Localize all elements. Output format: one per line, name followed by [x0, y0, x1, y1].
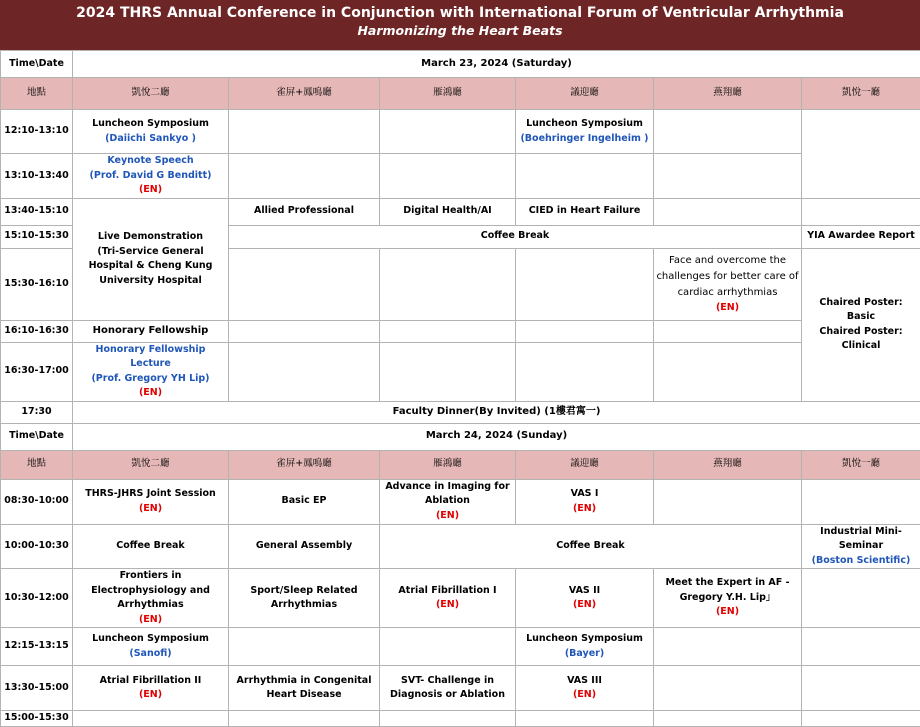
- time-slot: 15:30-16:10: [1, 248, 73, 320]
- session-title: Meet the Expert in AF - Gregory Y.H. Lip」: [656, 576, 799, 605]
- session-cell: Arrhythmia in Congenital Heart Disease: [229, 666, 380, 711]
- empty-cell: [654, 342, 802, 401]
- language-tag: (EN): [382, 598, 513, 613]
- session-cell: [73, 110, 229, 154]
- session-cell: [516, 479, 654, 524]
- language-tag: (EN): [75, 386, 226, 401]
- session-sponsor: (Daiichi Sankyo ): [75, 132, 226, 147]
- conference-subtitle: Harmonizing the Heart Beats: [0, 24, 920, 38]
- empty-cell: [802, 569, 920, 628]
- time-slot: 10:00-10:30: [1, 524, 73, 569]
- time-slot: 16:30-17:00: [1, 342, 73, 401]
- session-title: Luncheon Symposium: [518, 117, 651, 132]
- empty-cell: [802, 711, 920, 727]
- empty-cell: [380, 110, 516, 154]
- language-tag: (EN): [75, 688, 226, 703]
- language-tag: (EN): [656, 301, 799, 316]
- session-title: Chaired Poster: Basic: [804, 296, 918, 325]
- time-slot: 13:40-15:10: [1, 198, 73, 225]
- session-cell: [73, 479, 229, 524]
- session-cell: [516, 628, 654, 666]
- empty-cell: [516, 711, 654, 727]
- session-title: Industrial Mini-Seminar: [804, 525, 918, 554]
- time-slot: 12:10-13:10: [1, 110, 73, 154]
- session-title: Chaired Poster: Clinical: [804, 325, 918, 354]
- empty-cell: [380, 320, 516, 342]
- schedule-table: [0, 50, 920, 727]
- session-title: Live Demonstration: [75, 230, 226, 245]
- session-cell: [654, 569, 802, 628]
- session-cell: [802, 524, 920, 569]
- session-title: Atrial Fibrillation I: [382, 584, 513, 599]
- session-title: THRS-JHRS Joint Session: [75, 487, 226, 502]
- faculty-dinner: Faculty Dinner(By Invited) (1樓君寓一): [73, 401, 920, 423]
- empty-cell: [802, 666, 920, 711]
- language-tag: (EN): [656, 605, 799, 620]
- empty-cell: [380, 248, 516, 320]
- empty-cell: [654, 198, 802, 225]
- empty-cell: [229, 110, 380, 154]
- session-sponsor: (Sanofi): [75, 647, 226, 662]
- empty-cell: [654, 628, 802, 666]
- room-header: 凱悅一廳: [802, 78, 920, 110]
- session-cell: [380, 569, 516, 628]
- empty-cell: [516, 342, 654, 401]
- session-title: Frontiers in Electrophysiology and Arrhythmias: [75, 569, 226, 613]
- room-header: 雀屏+鳳鳴廳: [229, 78, 380, 110]
- language-tag: (EN): [518, 688, 651, 703]
- session-cell: [380, 479, 516, 524]
- session-cell: Basic EP: [229, 479, 380, 524]
- time-slot: 13:30-15:00: [1, 666, 73, 711]
- session-cell: [516, 569, 654, 628]
- language-tag: (EN): [518, 598, 651, 613]
- time-date-label: Time\Date: [1, 423, 73, 450]
- session-cell: Digital Health/AI: [380, 198, 516, 225]
- session-cell: [73, 569, 229, 628]
- time-date-label: Time\Date: [1, 51, 73, 78]
- empty-cell: [380, 628, 516, 666]
- session-title: Honorary Fellowship Lecture: [75, 343, 226, 372]
- session-cell: SVT- Challenge in Diagnosis or Ablation: [380, 666, 516, 711]
- session-cell: [802, 248, 920, 401]
- empty-cell: [73, 711, 229, 727]
- session-title: VAS III: [518, 674, 651, 689]
- empty-cell: [802, 479, 920, 524]
- session-detail: (Tri-Service General Hospital & Cheng Kung University Hospital: [75, 245, 226, 289]
- session-cell: [73, 198, 229, 320]
- session-cell: [73, 628, 229, 666]
- session-title: Luncheon Symposium: [518, 632, 651, 647]
- room-header: 燕翔廳: [654, 450, 802, 479]
- session-cell: YIA Awardee Report: [802, 225, 920, 248]
- session-title: Atrial Fibrillation II: [75, 674, 226, 689]
- session-speaker: (Prof. Gregory YH Lip): [75, 372, 226, 387]
- session-cell: Allied Professional: [229, 198, 380, 225]
- session-sponsor: (Boehringer Ingelheim ): [518, 132, 651, 147]
- session-speaker: (Prof. David G Benditt): [75, 169, 226, 184]
- room-header: 凱悅二廳: [73, 450, 229, 479]
- title-banner: [0, 0, 920, 50]
- room-header: 議迎廳: [516, 450, 654, 479]
- session-title: VAS II: [518, 584, 651, 599]
- empty-cell: [229, 154, 380, 199]
- day1-date: March 23, 2024 (Saturday): [73, 51, 920, 78]
- language-tag: (EN): [75, 613, 226, 628]
- session-title: Face and overcome the challenges for better care of cardiac arrhythmias: [656, 253, 799, 301]
- session-sponsor: (Bayer): [518, 647, 651, 662]
- room-header: 凱悅一廳: [802, 450, 920, 479]
- empty-cell: [654, 154, 802, 199]
- empty-cell: [654, 666, 802, 711]
- session-title: Luncheon Symposium: [75, 632, 226, 647]
- room-header: 雁鴻廳: [380, 450, 516, 479]
- empty-cell: [802, 198, 920, 225]
- empty-cell: [802, 628, 920, 666]
- empty-cell: [516, 248, 654, 320]
- session-sponsor: (Boston Scientific): [804, 554, 918, 569]
- language-tag: (EN): [75, 183, 226, 198]
- time-slot: 16:10-16:30: [1, 320, 73, 342]
- time-slot: 10:30-12:00: [1, 569, 73, 628]
- session-title: Advance in Imaging for Ablation: [382, 480, 513, 509]
- room-header: 議迎廳: [516, 78, 654, 110]
- empty-cell: [654, 711, 802, 727]
- empty-cell: [654, 479, 802, 524]
- empty-cell: [802, 110, 920, 199]
- language-tag: (EN): [382, 509, 513, 524]
- empty-cell: [229, 248, 380, 320]
- room-header: 燕翔廳: [654, 78, 802, 110]
- day2-date: March 24, 2024 (Sunday): [73, 423, 920, 450]
- empty-cell: [229, 342, 380, 401]
- empty-cell: [229, 711, 380, 727]
- empty-cell: [229, 320, 380, 342]
- session-cell: Honorary Fellowship: [73, 320, 229, 342]
- room-header: 雁鴻廳: [380, 78, 516, 110]
- session-cell: [654, 248, 802, 320]
- coffee-break: Coffee Break: [229, 225, 802, 248]
- time-slot: 08:30-10:00: [1, 479, 73, 524]
- time-slot: 15:10-15:30: [1, 225, 73, 248]
- room-header: 凱悅二廳: [73, 78, 229, 110]
- session-cell: General Assembly: [229, 524, 380, 569]
- time-slot: 15:00-15:30: [1, 711, 73, 727]
- session-title: VAS I: [518, 487, 651, 502]
- session-cell: [73, 154, 229, 199]
- coffee-break: Coffee Break: [73, 524, 229, 569]
- room-header: 雀屏+鳳鳴廳: [229, 450, 380, 479]
- venue-label: 地點: [1, 450, 73, 479]
- time-slot: 17:30: [1, 401, 73, 423]
- empty-cell: [380, 154, 516, 199]
- session-cell: [516, 110, 654, 154]
- session-cell: [73, 666, 229, 711]
- session-cell: [73, 342, 229, 401]
- empty-cell: [516, 320, 654, 342]
- empty-cell: [516, 154, 654, 199]
- coffee-break: Coffee Break: [380, 524, 802, 569]
- empty-cell: [229, 628, 380, 666]
- conference-title: 2024 THRS Annual Conference in Conjunction with International Forum of Ventricular Arrhythmia: [0, 0, 920, 20]
- empty-cell: [654, 320, 802, 342]
- empty-cell: [380, 342, 516, 401]
- time-slot: 12:15-13:15: [1, 628, 73, 666]
- session-cell: Sport/Sleep Related Arrhythmias: [229, 569, 380, 628]
- empty-cell: [380, 711, 516, 727]
- empty-cell: [654, 110, 802, 154]
- venue-label: 地點: [1, 78, 73, 110]
- session-title: Keynote Speech: [75, 154, 226, 169]
- language-tag: (EN): [518, 502, 651, 517]
- session-cell: [516, 666, 654, 711]
- session-cell: CIED in Heart Failure: [516, 198, 654, 225]
- session-title: Luncheon Symposium: [75, 117, 226, 132]
- language-tag: (EN): [75, 502, 226, 517]
- time-slot: 13:10-13:40: [1, 154, 73, 199]
